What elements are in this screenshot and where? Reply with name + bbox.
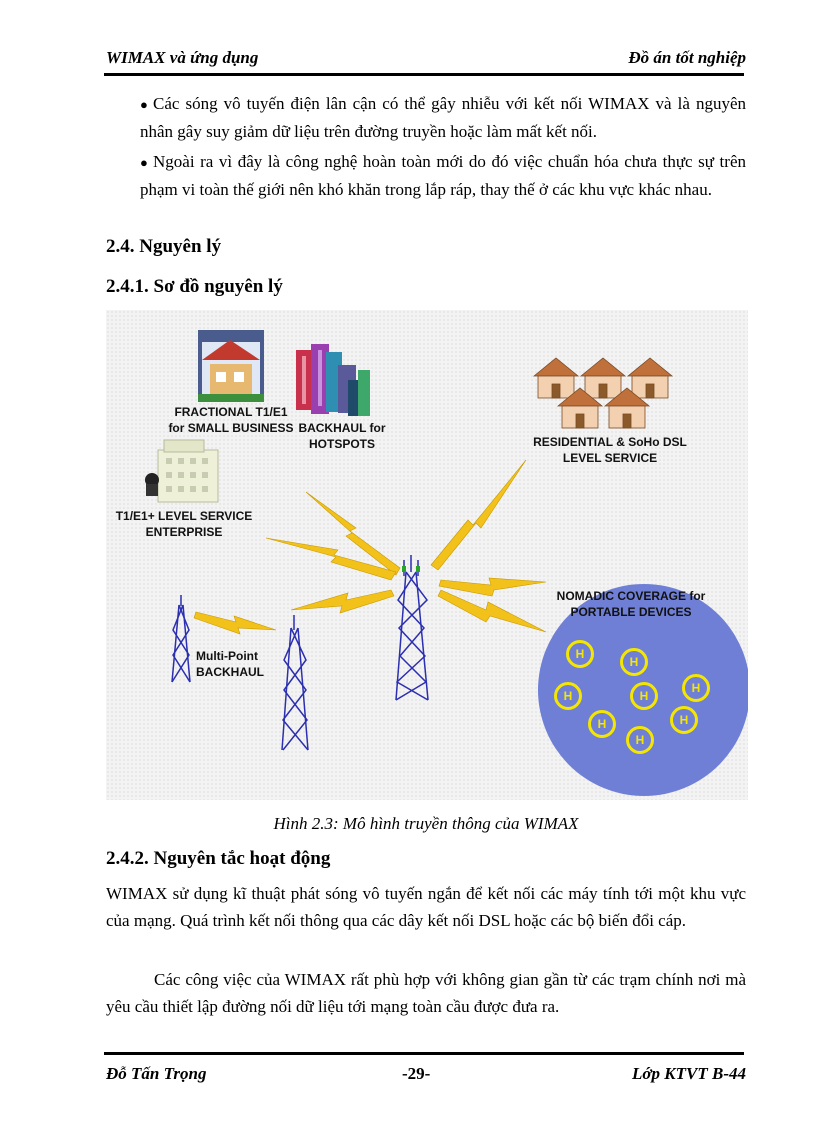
portable-device-icon: H (554, 682, 582, 710)
heading-2-4-1: 2.4.1. Sơ đồ nguyên lý (106, 276, 283, 297)
label-residential-line-1: RESIDENTIAL & SoHo DSL (533, 435, 687, 449)
hotspot-buildings-icon (296, 344, 370, 416)
label-multipoint-line-1: Multi-Point (196, 649, 258, 663)
signal-bolt-7 (194, 612, 276, 634)
label-backhaul (292, 420, 392, 452)
portable-device-icon: H (630, 682, 658, 710)
header-rule (104, 73, 744, 76)
heading-2-4-2: 2.4.2. Nguyên tắc hoạt động (106, 848, 331, 869)
signal-bolt-3 (431, 460, 526, 570)
label-multipoint-line-2: BACKHAUL (196, 665, 264, 679)
small-business-building-icon (198, 330, 264, 402)
page-number: -29- (402, 1064, 431, 1083)
portable-device-icon: H (670, 706, 698, 734)
label-residential (526, 434, 694, 466)
footer-author: Đỗ Tấn Trọng (106, 1064, 207, 1083)
label-nomadic (552, 588, 710, 620)
label-residential-line-2: LEVEL SERVICE (562, 451, 658, 465)
bullet-dot-icon: ● (140, 97, 148, 112)
header-right: Đồ án tốt nghiệp (628, 48, 746, 67)
bullet-text: Ngoài ra vì đây là công nghệ hoàn toàn mới do đó việc chuẩn hóa chưa thực sự trên phạm vi toàn thế giới nên khó khăn trong lắp ráp, thay thế ở các khu vực khác nhau. (140, 152, 746, 199)
bullet-dot-icon: ● (140, 155, 148, 170)
diagram-canvas (106, 310, 748, 800)
paragraph: WIMAX sử dụng kĩ thuật phát sóng vô tuyến ngắn để kết nối các máy tính tới một khu vực của mạng. Quá trình kết nối thông qua các dây kết nối DSL hoặc các bộ biến đổi cáp. (106, 884, 746, 930)
label-enterprise-line-2: ENTERPRISE (145, 525, 223, 539)
page-footer (106, 1064, 746, 1090)
label-backhaul-line-2: HOTSPOTS (308, 437, 375, 451)
paragraph: Các công việc của WIMAX rất phù hợp với không gian gần từ các trạm chính nơi mà yêu cầu thiết lập đường nối dữ liệu tới mạng toàn cầu được đưa ra. (106, 970, 746, 1016)
label-backhaul-line-1: BACKHAUL for (298, 421, 386, 435)
header-left: WIMAX và ứng dụng (106, 48, 259, 67)
label-fractional-line-1: FRACTIONAL T1/E1 (174, 405, 288, 419)
label-fractional-line-2: for SMALL BUSINESS (168, 421, 294, 435)
signal-bolt-4 (439, 578, 546, 596)
label-enterprise-line-1: T1/E1+ LEVEL SERVICE (115, 509, 253, 523)
enterprise-building-icon (145, 440, 218, 502)
portable-device-icon: H (682, 674, 710, 702)
footer-rule (104, 1052, 744, 1055)
left-tower-icon (172, 595, 190, 682)
label-nomadic-line-2: PORTABLE DEVICES (570, 605, 692, 619)
portable-device-icon: H (626, 726, 654, 754)
bullet-item (140, 90, 746, 145)
wimax-diagram (106, 310, 748, 800)
label-enterprise (110, 508, 258, 540)
bullet-item (140, 148, 746, 203)
heading-2-4: 2.4. Nguyên lý (106, 236, 222, 257)
page-header (106, 46, 746, 70)
portable-device-icon: H (588, 710, 616, 738)
central-tower-icon (396, 555, 428, 700)
footer-class: Lớp KTVT B-44 (632, 1064, 746, 1083)
signal-bolt-6 (291, 590, 394, 613)
portable-device-icon: H (566, 640, 594, 668)
portable-device-icon: H (620, 648, 648, 676)
backhaul-tower-icon (282, 615, 308, 750)
bullet-text: Các sóng vô tuyến điện lân cận có thể gây nhiễu với kết nối WIMAX và là nguyên nhân gây suy giảm dữ liệu trên đường truyền hoặc làm mất kết nối. (140, 94, 746, 141)
residential-houses-icon (534, 358, 672, 428)
label-nomadic-line-1: NOMADIC COVERAGE for (556, 589, 706, 603)
label-fractional (166, 404, 296, 436)
label-multipoint (196, 648, 276, 680)
figure-caption: Hình 2.3: Mô hình truyền thông của WIMAX (273, 814, 579, 833)
